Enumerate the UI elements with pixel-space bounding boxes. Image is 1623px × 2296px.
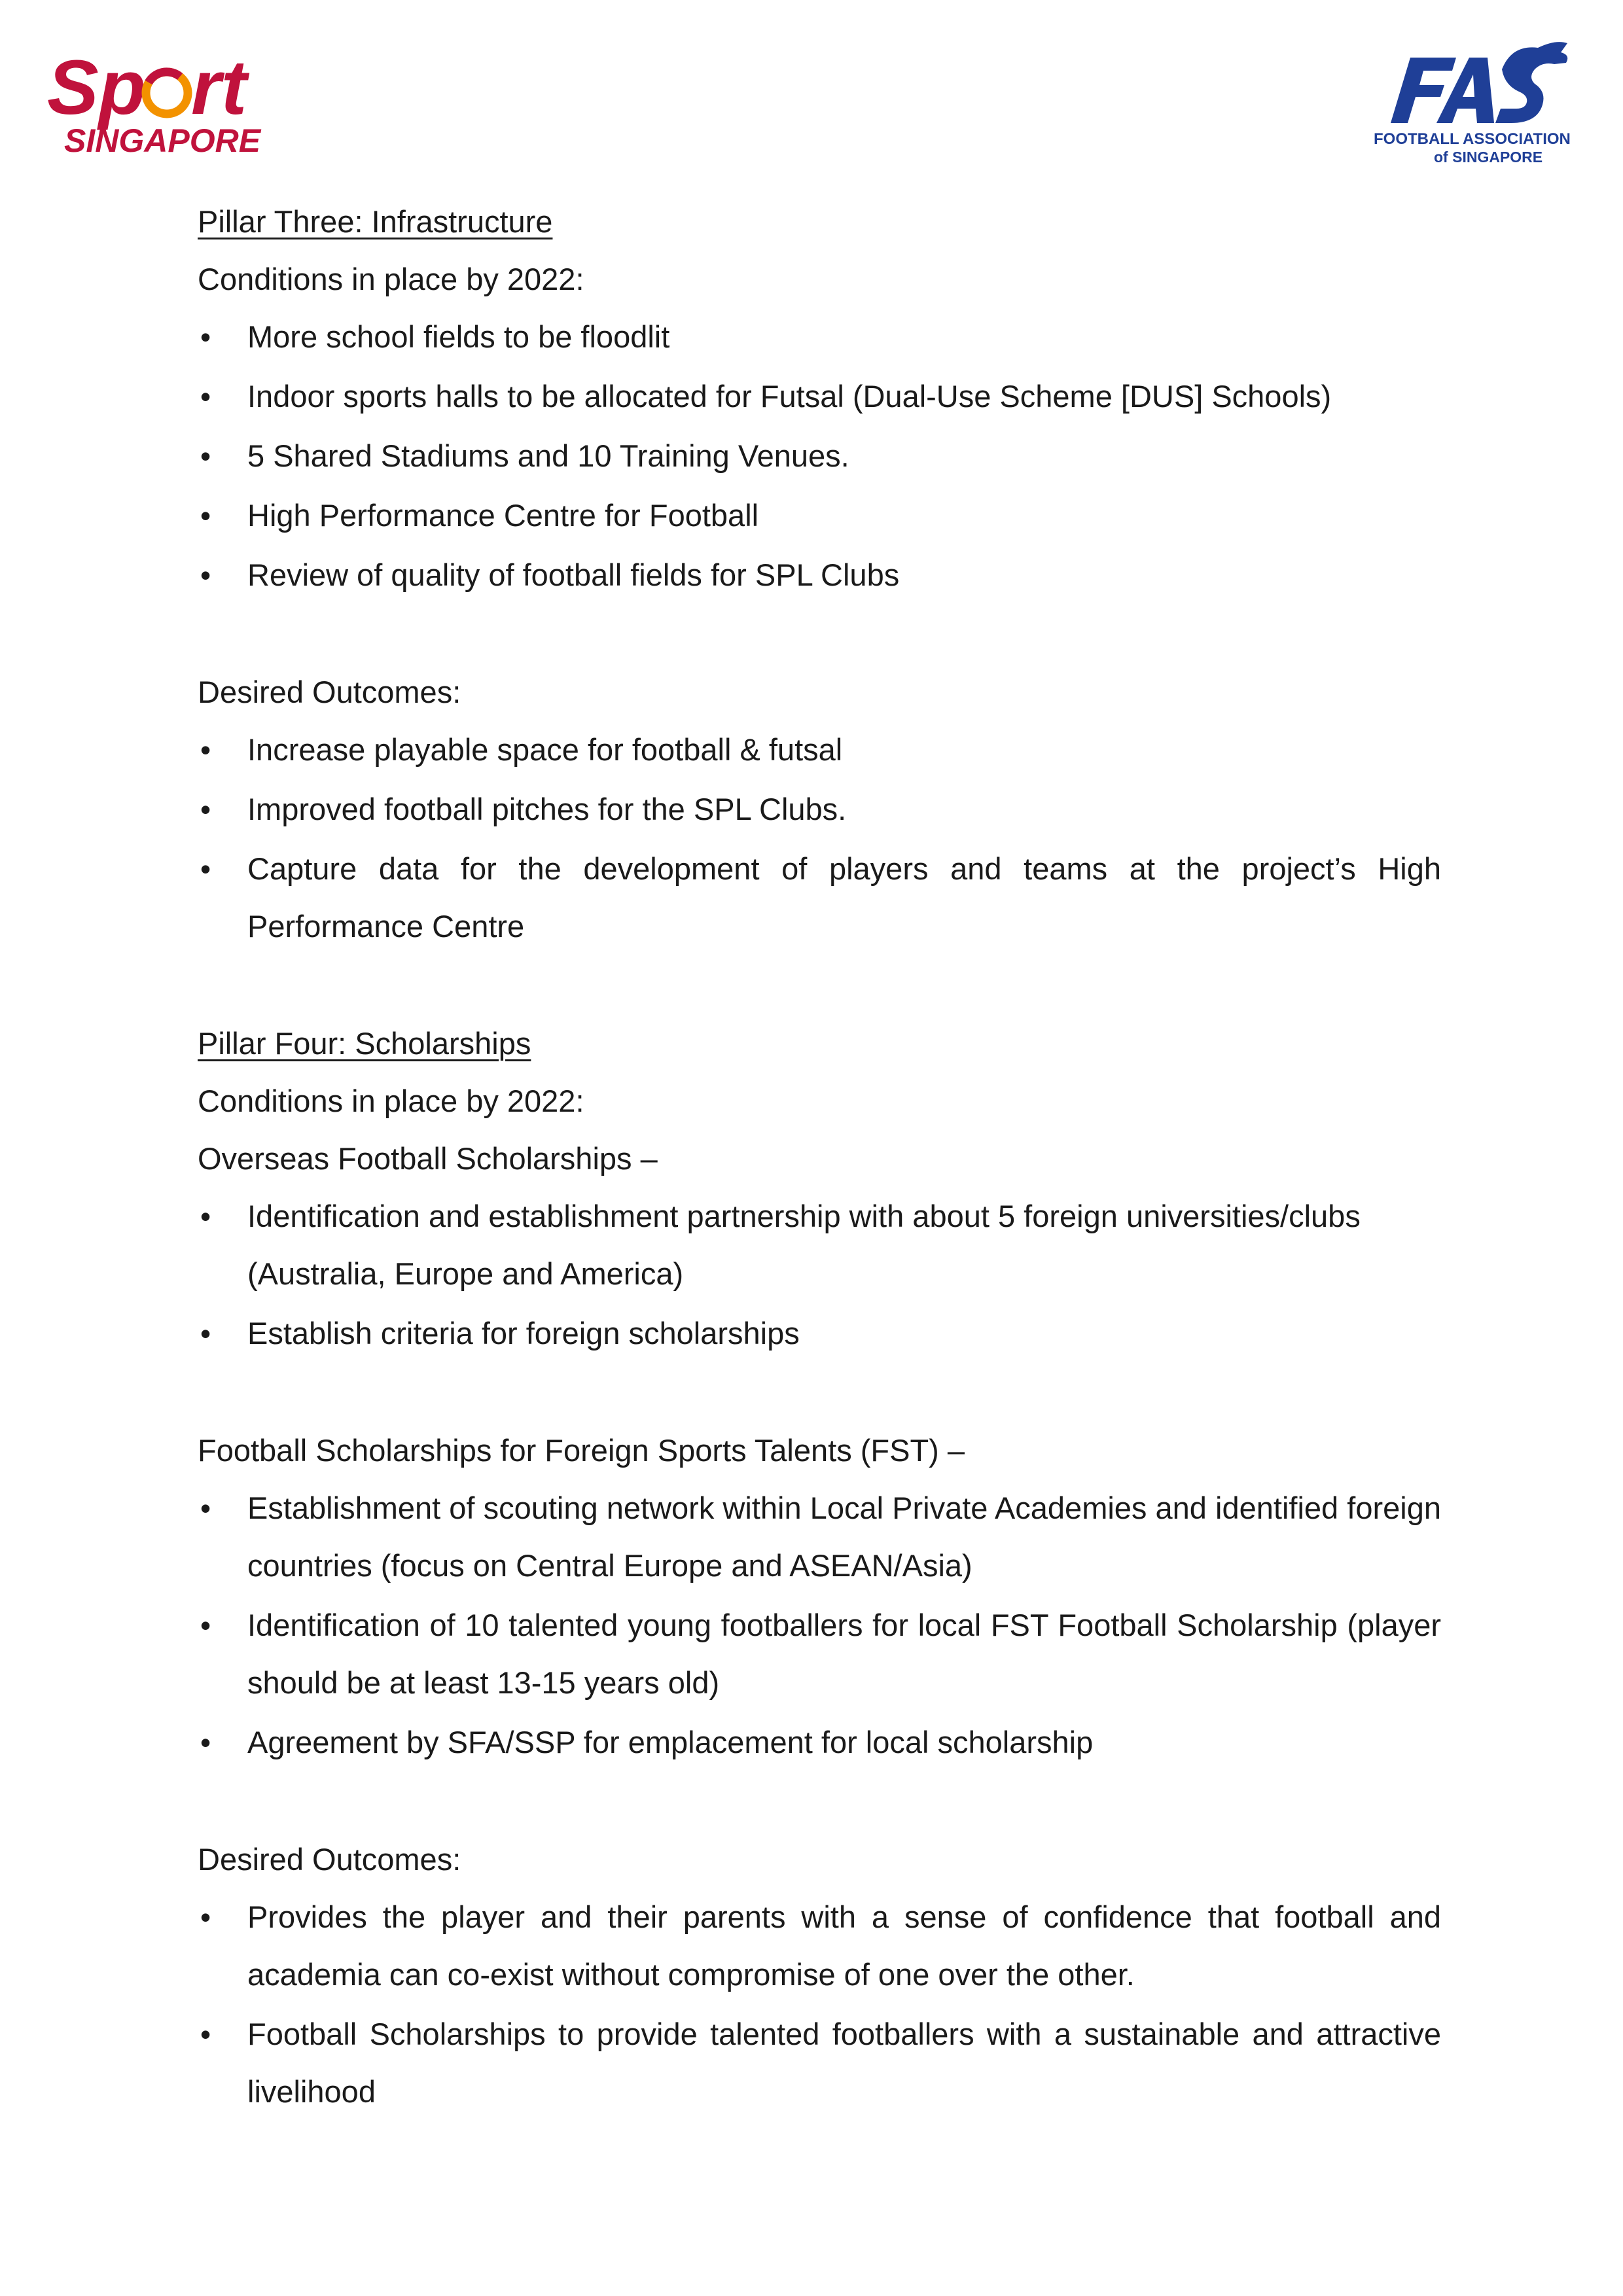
pillar3-outcomes-list (198, 721, 1441, 955)
list-item: • Football Scholarships to provide talented footballers with a sustainable and attractive livelihood (198, 2005, 1441, 2121)
list-item: • Improved football pitches for the SPL Clubs. (198, 781, 1441, 838)
fas-logo-line2: of SINGAPORE (1434, 149, 1543, 166)
pillar4-title: Pillar Four: Scholarships (198, 1026, 531, 1061)
pillar3-conditions-list (198, 308, 1441, 604)
pillar3-conditions-label: Conditions in place by 2022: (198, 262, 584, 296)
pillar4-outcomes-list (198, 1888, 1441, 2121)
list-item: • 5 Shared Stadiums and 10 Training Venues. (198, 427, 1441, 485)
sport-logo-word-right: rt (191, 44, 247, 131)
pillar4-outcomes-label: Desired Outcomes: (198, 1842, 461, 1877)
list-item: • Increase playable space for football & futsal (198, 721, 1441, 779)
fas-logo (1371, 31, 1580, 172)
fas-logo-line1: FOOTBALL ASSOCIATION (1374, 130, 1571, 148)
list-item: • Review of quality of football fields for SPL Clubs (198, 546, 1441, 604)
sport-singapore-logo (46, 41, 294, 165)
pillar3-title: Pillar Three: Infrastructure (198, 204, 553, 239)
fas-monogram (1391, 42, 1567, 123)
pillar4-overseas-list (198, 1188, 1441, 1362)
sport-logo-word-left: Sp (47, 44, 146, 131)
list-item: • Establishment of scouting network within Local Private Academies and identified foreign countries (focus on Central Europe and ASEAN/Asia) (198, 1479, 1441, 1595)
pillar3-outcomes-label: Desired Outcomes: (198, 675, 461, 709)
sport-logo-sub: SINGAPORE (64, 122, 261, 159)
list-item: • Identification and establishment partnership with about 5 foreign universities/clubs (Australia, Europe and America) (198, 1188, 1441, 1303)
list-item: • Provides the player and their parents with a sense of confidence that football and academia can co-exist without compromise of one over the other. (198, 1888, 1441, 2004)
list-item: • Establish criteria for foreign scholarships (198, 1305, 1441, 1362)
list-item: • More school fields to be floodlit (198, 308, 1441, 366)
list-item: • Identification of 10 talented young footballers for local FST Football Scholarship (player should be at least 13-15 years old) (198, 1597, 1441, 1712)
pillar4-overseas-label: Overseas Football Scholarships – (198, 1141, 658, 1176)
document-body (198, 193, 1441, 2123)
sport-logo-o-ring (146, 72, 188, 114)
list-item: • Agreement by SFA/SSP for emplacement for local scholarship (198, 1714, 1441, 1771)
list-item: • Capture data for the development of players and teams at the project’s High Performance Centre (198, 840, 1441, 955)
pillar4-conditions-label: Conditions in place by 2022: (198, 1084, 584, 1118)
pillar4-fst-label: Football Scholarships for Foreign Sports Talents (FST) – (198, 1433, 965, 1468)
list-item: • Indoor sports halls to be allocated for Futsal (Dual-Use Scheme [DUS] Schools) (198, 368, 1441, 425)
pillar4-fst-list (198, 1479, 1441, 1771)
list-item: • High Performance Centre for Football (198, 487, 1441, 544)
